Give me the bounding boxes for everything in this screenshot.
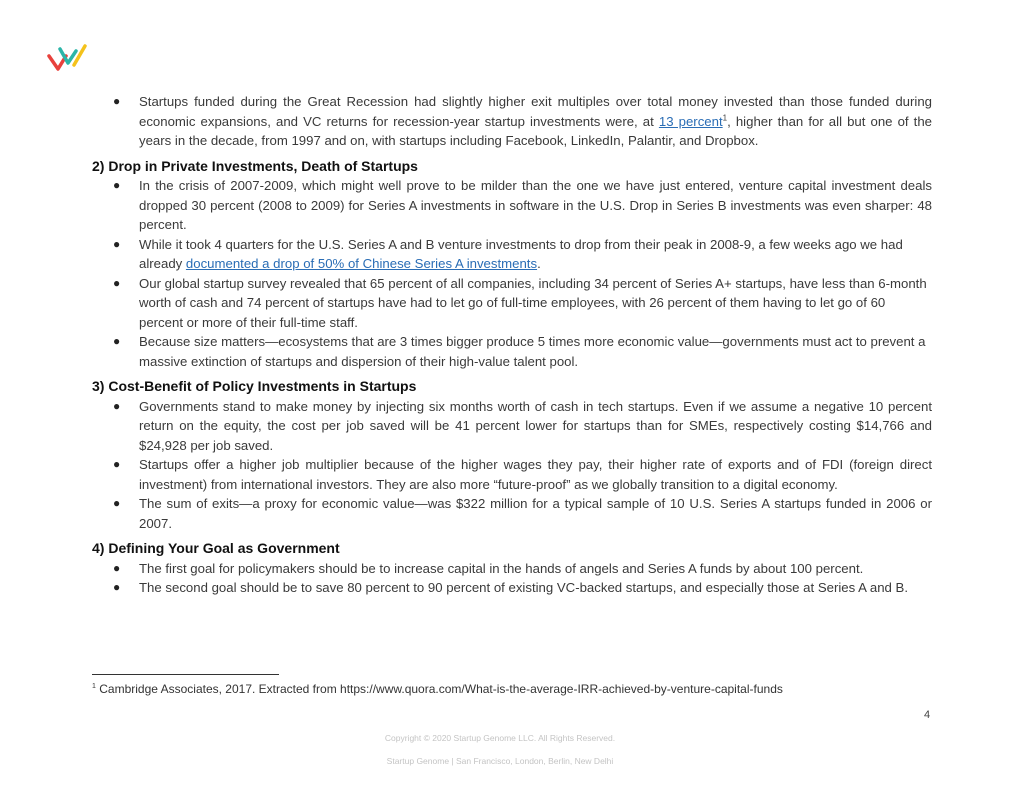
footnote-divider: [92, 674, 279, 675]
section-heading: 2) Drop in Private Investments, Death of Startups: [92, 157, 418, 174]
list-item: ● The second goal should be to save 80 percent to 90 percent of existing VC-backed startups, and especially those at Series A and B.: [113, 580, 909, 595]
section-4: [92, 539, 932, 598]
list-item: ● Because size matters—ecosystems that are 3 times bigger produce 5 times more economic value—governments must act to prevent a massive extinction of startups and dispersion of their high-value talent pool.: [113, 334, 926, 369]
startup-genome-logo-icon: [46, 41, 88, 75]
list-item: ● While it took 4 quarters for the U.S. Series A and B venture investments to drop from their peak in 2008-9, a few weeks ago we had already documented a drop of 50% of Chinese Series A investments.: [113, 236, 903, 271]
list-item: ● Startups offer a higher job multiplier because of the higher wages they pay, their higher rate of exports and of FDI (foreign direct investment) from international investors. They are also more “future-proof” as we globally transition to a digital economy.: [113, 457, 932, 492]
copyright-text: Copyright © 2020 Startup Genome LLC. All Rights Reserved.: [384, 733, 616, 743]
section-heading: 4) Defining Your Goal as Government: [92, 540, 340, 556]
section-heading: 3) Cost-Benefit of Policy Investments in Startups: [92, 378, 417, 394]
locations-text: Startup Genome | San Francisco, London, Berlin, New Delhi: [386, 756, 614, 766]
section-1: [92, 92, 932, 151]
footnote: $^1$ Cambridge Associates, 2017. Extracted from https://www.quora.com/What-is-the-average-IRR-achieved-by-venture-capital-funds: [92, 682, 783, 696]
list-item: ● The first goal for policymakers should be to increase capital in the hands of angels and Series A funds by about 100 percent.: [113, 560, 864, 576]
chinese-series-a-link[interactable]: documented a drop of 50% of Chinese Series A investments: [185, 256, 538, 271]
section-3: [92, 377, 932, 533]
13-percent-link[interactable]: 13 percent: [658, 113, 723, 129]
list-item: ● Our global startup survey revealed that 65 percent of all companies, including 34 percent of Series A+ startups, have less than 6-month worth of cash and 74 percent of startups have had to let go of full-time employees, with 26 percent of them having to let go of 60 percent or more of their full-time staff.: [113, 275, 927, 330]
section-2: [92, 157, 932, 372]
list-item: ● The sum of exits—a proxy for economic value—was $322 million for a typical sample of 10 U.S. Series A startups funded in 2006 or 2007.: [113, 496, 932, 531]
page-number: 4: [924, 709, 931, 721]
list-item: ● Startups funded during the Great Recession had slightly higher exit multiples over total money invested than those funded during economic expansions, and VC returns for recession-year startup investments were, at 13 percent$^1$, higher than for all but one of the years in the decade, from 1997 and on, with startups including Facebook, LinkedIn, Palantir, and Dropbox.: [113, 94, 932, 148]
list-item: ● Governments stand to make money by injecting six months worth of cash in tech startups. Even if we assume a negative 10 percent return on the equity, the cost per job saved will be 41 percent lower for startups than for SMEs, respectively costing $14,766 and $24,928 per job saved.: [113, 398, 932, 453]
document-body: [92, 92, 932, 604]
list-item: ● In the crisis of 2007-2009, which might well prove to be milder than the one we have just entered, venture capital investment deals dropped 30 percent (2008 to 2009) for Series A investments in software in the U.S. Drop in Series B investments was even sharper: 48 percent.: [113, 178, 932, 232]
